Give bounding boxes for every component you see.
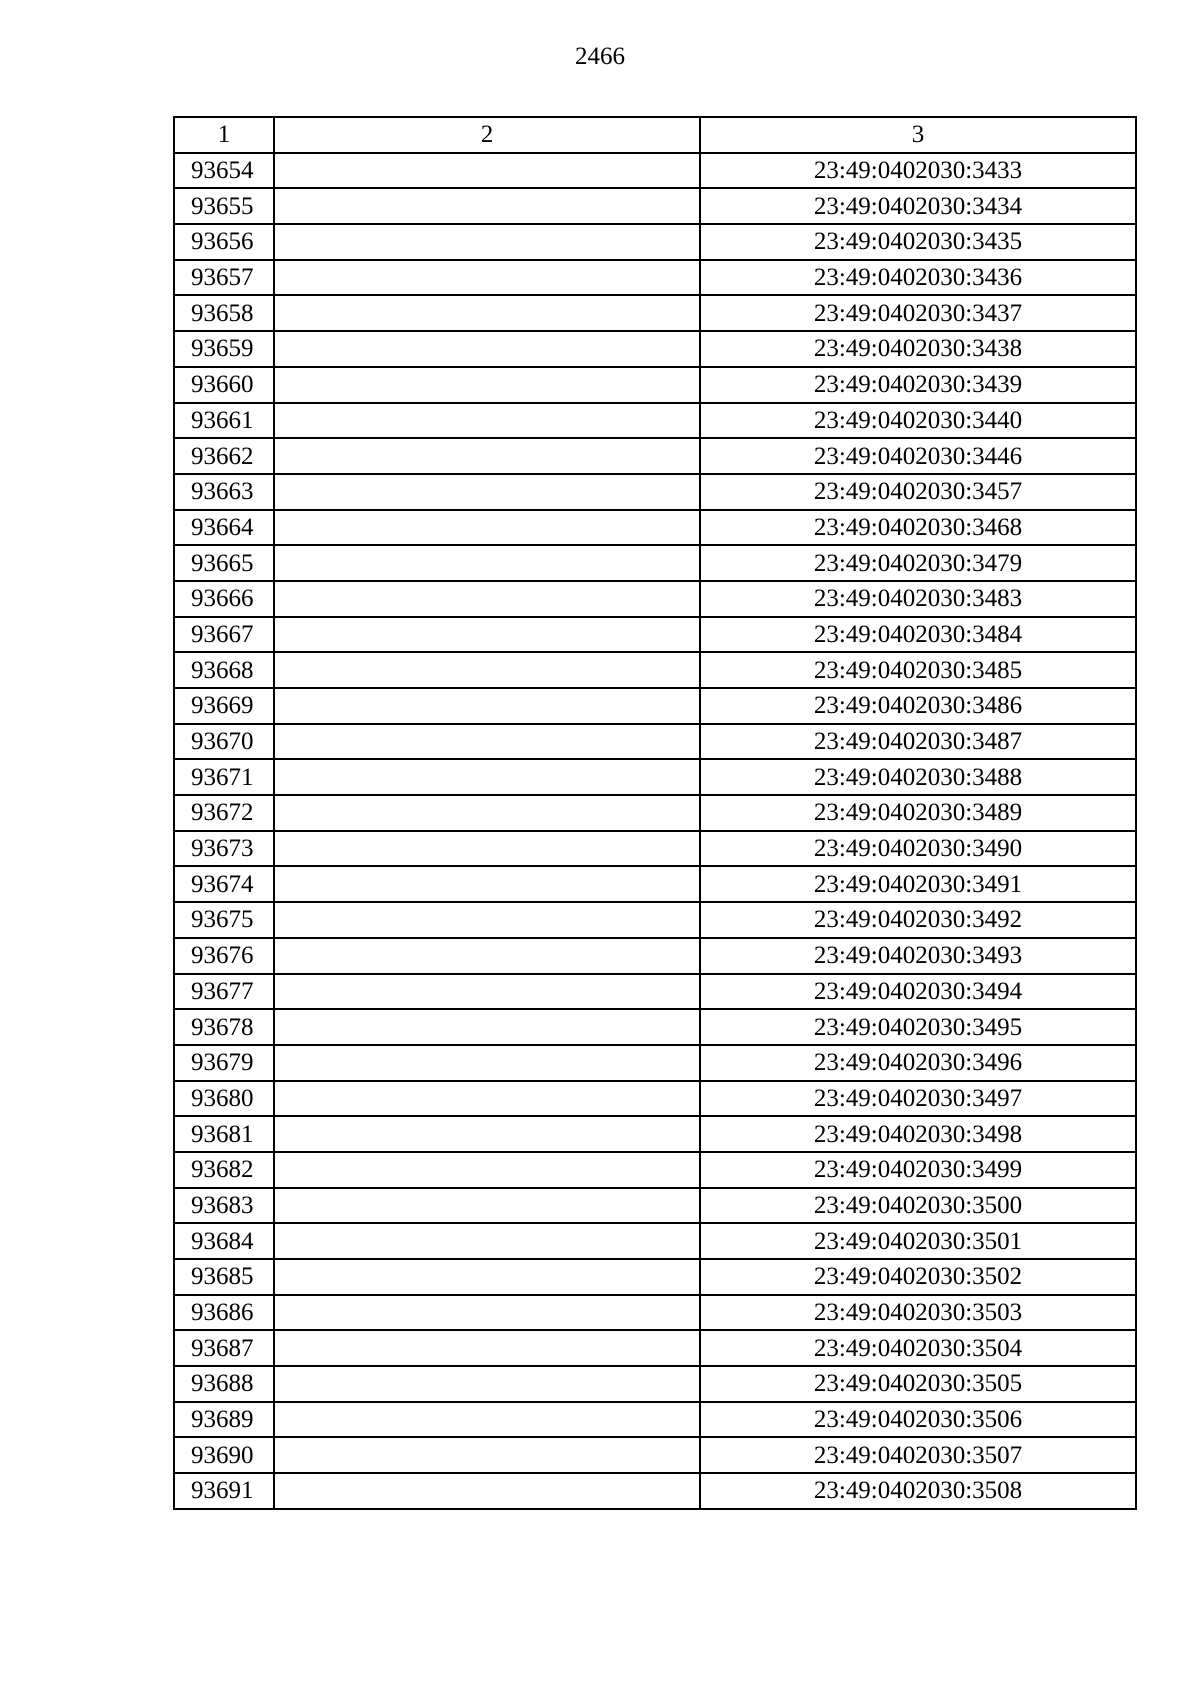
row-number-cell: 93661 [174, 403, 274, 439]
cadastral-number-cell: 23:49:0402030:3496 [700, 1045, 1136, 1081]
description-cell [274, 795, 700, 831]
table-row [174, 1081, 1136, 1117]
description-cell [274, 759, 700, 795]
cadastral-number-cell: 23:49:0402030:3499 [700, 1152, 1136, 1188]
description-cell [274, 902, 700, 938]
header-cell-col2: 2 [274, 117, 700, 153]
cadastral-number-cell: 23:49:0402030:3483 [700, 581, 1136, 617]
registry-table [173, 116, 1137, 1510]
table-row [174, 974, 1136, 1010]
table-row [174, 866, 1136, 902]
table-row [174, 1295, 1136, 1331]
cadastral-number-cell: 23:49:0402030:3494 [700, 974, 1136, 1010]
header-cell-col3: 3 [700, 117, 1136, 153]
table-row [174, 1009, 1136, 1045]
table-row [174, 724, 1136, 760]
table-row [174, 1152, 1136, 1188]
description-cell [274, 545, 700, 581]
description-cell [274, 1437, 700, 1473]
table-row [174, 153, 1136, 189]
table-row [174, 331, 1136, 367]
cadastral-number-cell: 23:49:0402030:3487 [700, 724, 1136, 760]
table-row [174, 795, 1136, 831]
description-cell [274, 1188, 700, 1224]
cadastral-number-cell: 23:49:0402030:3501 [700, 1223, 1136, 1259]
description-cell [274, 1116, 700, 1152]
cadastral-number-cell: 23:49:0402030:3504 [700, 1330, 1136, 1366]
table-row [174, 617, 1136, 653]
row-number-cell: 93667 [174, 617, 274, 653]
page-number: 2466 [575, 43, 625, 70]
cadastral-number-cell: 23:49:0402030:3506 [700, 1402, 1136, 1438]
cadastral-number-cell: 23:49:0402030:3439 [700, 367, 1136, 403]
description-cell [274, 474, 700, 510]
table-body [174, 153, 1136, 1509]
cadastral-number-cell: 23:49:0402030:3484 [700, 617, 1136, 653]
row-number-cell: 93685 [174, 1259, 274, 1295]
description-cell [274, 224, 700, 260]
row-number-cell: 93690 [174, 1437, 274, 1473]
table-row [174, 581, 1136, 617]
table-row [174, 474, 1136, 510]
row-number-cell: 93673 [174, 831, 274, 867]
table-row [174, 1188, 1136, 1224]
description-cell [274, 1330, 700, 1366]
cadastral-number-cell: 23:49:0402030:3493 [700, 938, 1136, 974]
description-cell [274, 331, 700, 367]
table-row [174, 1437, 1136, 1473]
description-cell [274, 1295, 700, 1331]
row-number-cell: 93655 [174, 188, 274, 224]
table-row [174, 1116, 1136, 1152]
description-cell [274, 1045, 700, 1081]
cadastral-number-cell: 23:49:0402030:3505 [700, 1366, 1136, 1402]
row-number-cell: 93679 [174, 1045, 274, 1081]
description-cell [274, 1152, 700, 1188]
table-row [174, 1473, 1136, 1509]
cadastral-number-cell: 23:49:0402030:3507 [700, 1437, 1136, 1473]
cadastral-number-cell: 23:49:0402030:3502 [700, 1259, 1136, 1295]
row-number-cell: 93671 [174, 759, 274, 795]
table-row [174, 1223, 1136, 1259]
cadastral-number-cell: 23:49:0402030:3500 [700, 1188, 1136, 1224]
row-number-cell: 93669 [174, 688, 274, 724]
description-cell [274, 1402, 700, 1438]
description-cell [274, 866, 700, 902]
cadastral-number-cell: 23:49:0402030:3495 [700, 1009, 1136, 1045]
row-number-cell: 93684 [174, 1223, 274, 1259]
header-cell-col1: 1 [174, 117, 274, 153]
description-cell [274, 938, 700, 974]
table-row [174, 260, 1136, 296]
table-row [174, 652, 1136, 688]
description-cell [274, 831, 700, 867]
row-number-cell: 93662 [174, 438, 274, 474]
description-cell [274, 617, 700, 653]
cadastral-number-cell: 23:49:0402030:3437 [700, 295, 1136, 331]
row-number-cell: 93663 [174, 474, 274, 510]
row-number-cell: 93682 [174, 1152, 274, 1188]
description-cell [274, 688, 700, 724]
table-row [174, 688, 1136, 724]
cadastral-number-cell: 23:49:0402030:3485 [700, 652, 1136, 688]
cadastral-number-cell: 23:49:0402030:3435 [700, 224, 1136, 260]
description-cell [274, 260, 700, 296]
table-header [174, 117, 1136, 153]
description-cell [274, 1009, 700, 1045]
description-cell [274, 974, 700, 1010]
row-number-cell: 93688 [174, 1366, 274, 1402]
row-number-cell: 93691 [174, 1473, 274, 1509]
description-cell [274, 1473, 700, 1509]
row-number-cell: 93665 [174, 545, 274, 581]
table-row [174, 510, 1136, 546]
cadastral-number-cell: 23:49:0402030:3468 [700, 510, 1136, 546]
description-cell [274, 510, 700, 546]
row-number-cell: 93660 [174, 367, 274, 403]
description-cell [274, 724, 700, 760]
cadastral-number-cell: 23:49:0402030:3446 [700, 438, 1136, 474]
table-row [174, 759, 1136, 795]
row-number-cell: 93664 [174, 510, 274, 546]
header-row [174, 117, 1136, 153]
table-row [174, 902, 1136, 938]
cadastral-number-cell: 23:49:0402030:3503 [700, 1295, 1136, 1331]
row-number-cell: 93686 [174, 1295, 274, 1331]
description-cell [274, 652, 700, 688]
cadastral-number-cell: 23:49:0402030:3457 [700, 474, 1136, 510]
cadastral-number-cell: 23:49:0402030:3492 [700, 902, 1136, 938]
table-row [174, 403, 1136, 439]
table-row [174, 1402, 1136, 1438]
row-number-cell: 93681 [174, 1116, 274, 1152]
table-row [174, 224, 1136, 260]
cadastral-number-cell: 23:49:0402030:3491 [700, 866, 1136, 902]
row-number-cell: 93658 [174, 295, 274, 331]
row-number-cell: 93666 [174, 581, 274, 617]
cadastral-number-cell: 23:49:0402030:3508 [700, 1473, 1136, 1509]
row-number-cell: 93676 [174, 938, 274, 974]
cadastral-number-cell: 23:49:0402030:3488 [700, 759, 1136, 795]
row-number-cell: 93670 [174, 724, 274, 760]
row-number-cell: 93659 [174, 331, 274, 367]
row-number-cell: 93656 [174, 224, 274, 260]
description-cell [274, 295, 700, 331]
table-row [174, 1366, 1136, 1402]
cadastral-number-cell: 23:49:0402030:3498 [700, 1116, 1136, 1152]
row-number-cell: 93657 [174, 260, 274, 296]
cadastral-number-cell: 23:49:0402030:3479 [700, 545, 1136, 581]
row-number-cell: 93683 [174, 1188, 274, 1224]
cadastral-number-cell: 23:49:0402030:3433 [700, 153, 1136, 189]
table-row [174, 938, 1136, 974]
description-cell [274, 581, 700, 617]
description-cell [274, 153, 700, 189]
description-cell [274, 188, 700, 224]
row-number-cell: 93672 [174, 795, 274, 831]
table-row [174, 1330, 1136, 1366]
cadastral-number-cell: 23:49:0402030:3489 [700, 795, 1136, 831]
description-cell [274, 1081, 700, 1117]
cadastral-number-cell: 23:49:0402030:3497 [700, 1081, 1136, 1117]
row-number-cell: 93668 [174, 652, 274, 688]
description-cell [274, 1259, 700, 1295]
table-row [174, 295, 1136, 331]
cadastral-number-cell: 23:49:0402030:3486 [700, 688, 1136, 724]
row-number-cell: 93677 [174, 974, 274, 1010]
table-row [174, 1259, 1136, 1295]
cadastral-number-cell: 23:49:0402030:3490 [700, 831, 1136, 867]
cadastral-number-cell: 23:49:0402030:3438 [700, 331, 1136, 367]
table-row [174, 1045, 1136, 1081]
row-number-cell: 93687 [174, 1330, 274, 1366]
description-cell [274, 403, 700, 439]
description-cell [274, 1223, 700, 1259]
row-number-cell: 93689 [174, 1402, 274, 1438]
row-number-cell: 93680 [174, 1081, 274, 1117]
table-row [174, 188, 1136, 224]
cadastral-number-cell: 23:49:0402030:3434 [700, 188, 1136, 224]
description-cell [274, 438, 700, 474]
table-row [174, 831, 1136, 867]
description-cell [274, 367, 700, 403]
table-row [174, 545, 1136, 581]
table-row [174, 367, 1136, 403]
cadastral-number-cell: 23:49:0402030:3440 [700, 403, 1136, 439]
table-row [174, 438, 1136, 474]
row-number-cell: 93654 [174, 153, 274, 189]
description-cell [274, 1366, 700, 1402]
cadastral-number-cell: 23:49:0402030:3436 [700, 260, 1136, 296]
row-number-cell: 93675 [174, 902, 274, 938]
row-number-cell: 93674 [174, 866, 274, 902]
row-number-cell: 93678 [174, 1009, 274, 1045]
